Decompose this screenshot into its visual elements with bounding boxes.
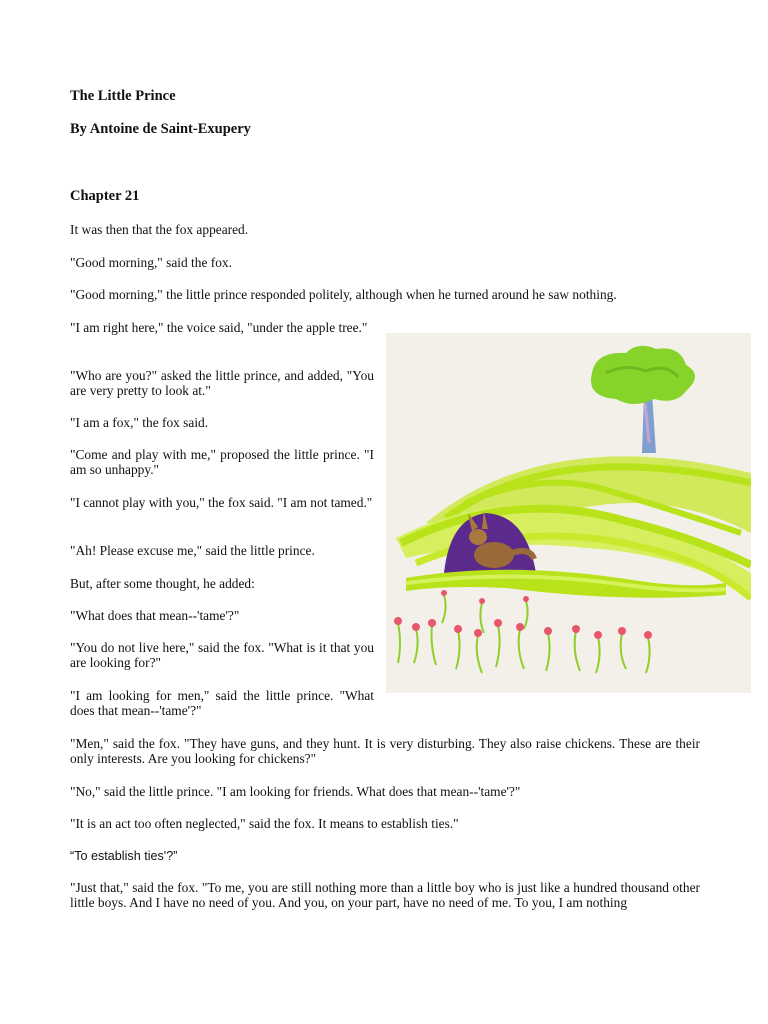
paragraph: "Who are you?" asked the little prince, and added, "You are very pretty to look at." — [70, 368, 374, 398]
book-author: By Antoine de Saint-Exupery — [70, 121, 251, 137]
paragraph: "It is an act too often neglected," said the fox. It means to establish ties." — [70, 816, 459, 831]
paragraph: "Good morning," the little prince responded politely, although when he turned around he saw nothing. — [70, 287, 617, 302]
paragraph: "Come and play with me," proposed the little prince. "I am so unhappy." — [70, 447, 374, 477]
paragraph: "I am right here," the voice said, "under the apple tree." — [70, 320, 368, 335]
paragraph: “To establish ties'?” — [70, 849, 178, 863]
book-title: The Little Prince — [70, 88, 176, 104]
paragraph: "Men," said the fox. "They have guns, and they hunt. It is very disturbing. They also raise chickens. These are their only interests. Are you looking for chickens?" — [70, 736, 700, 766]
paragraph: "I am looking for men," said the little prince. "What does that mean--'tame'?" — [70, 688, 374, 718]
fox-illustration — [386, 333, 751, 693]
paragraph: "Just that," said the fox. "To me, you are still nothing more than a little boy who is just like a hundred thousand other little boys. And I have no need of you. And you, on your part, have no need of me. To you, I am nothing — [70, 880, 700, 910]
paragraph: "Good morning," said the fox. — [70, 255, 232, 270]
chapter-heading: Chapter 21 — [70, 188, 140, 204]
paragraph: "I am a fox," the fox said. — [70, 415, 209, 430]
paragraph: "No," said the little prince. "I am looking for friends. What does that mean--'tame'?" — [70, 784, 521, 799]
paragraph: "I cannot play with you," the fox said. "I am not tamed." — [70, 495, 373, 510]
paragraph: "What does that mean--'tame'?" — [70, 608, 240, 623]
paragraph: It was then that the fox appeared. — [70, 222, 249, 237]
paragraph: "Ah! Please excuse me," said the little prince. — [70, 543, 315, 558]
paragraph: But, after some thought, he added: — [70, 576, 255, 591]
paragraph: "You do not live here," said the fox. "What is it that you are looking for?" — [70, 640, 374, 670]
